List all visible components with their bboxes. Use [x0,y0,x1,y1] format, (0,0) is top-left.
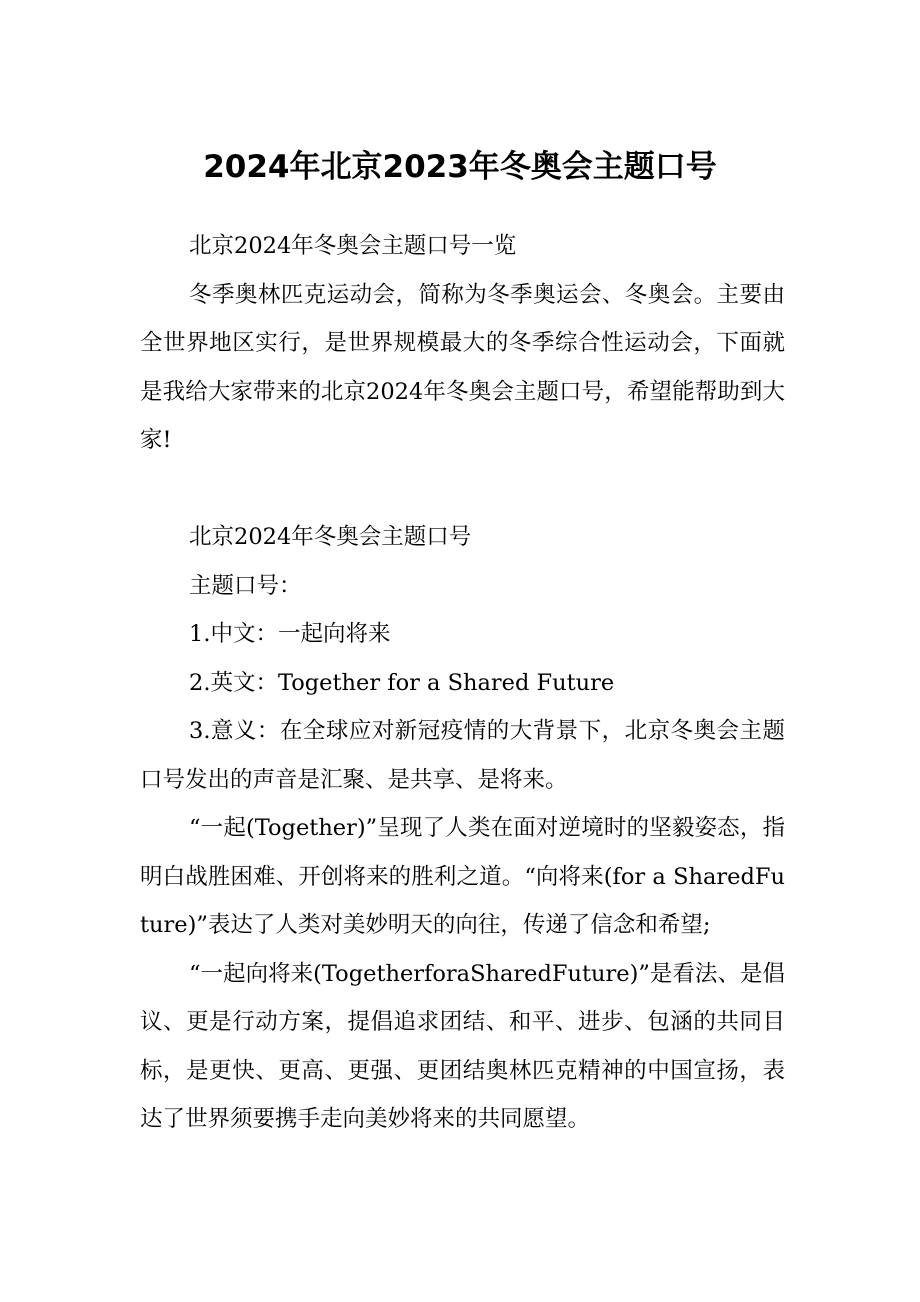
paragraph-list-heading: 北京2024年冬奥会主题口号一览 [189,233,517,259]
paragraph-section-heading: 北京2024年冬奥会主题口号 [189,524,472,550]
paragraph-slogan-meaning: 3.意义：在全球应对新冠疫情的大背景下，北京冬奥会主题口号发出的声音是汇聚、是共享、是将来。 [140,718,785,793]
paragraph-slogan-label: 主题口号： [189,572,302,599]
paragraph-intro: 冬季奥林匹克运动会，简称为冬季奥运会、冬奥会。主要由全世界地区实行，是世界规模最大的冬季综合性运动会，下面就是我给大家带来的北京2024年冬奥会主题口号，希望能帮助到大家! [140,281,785,453]
paragraph-blank [140,465,785,514]
paragraph-slogan-chinese: 1.中文：一起向将来 [189,621,391,647]
document-body [140,222,785,1144]
document-title: 2024年北京2023年冬奥会主题口号 [203,149,717,185]
paragraph-together-explanation: “一起(Together)”呈现了人类在面对逆境时的坚毅姿态，指明白战胜困难、开创将来的胜利之道。“向将来(for a SharedFuture)”表达了人类对美妙明天的向往，传递了信念和希望; [140,815,785,938]
paragraph-slogan-summary: “一起向将来(TogetherforaSharedFuture)”是看法、是倡议、更是行动方案，提倡追求团结、和平、进步、包涵的共同目标，是更快、更高、更强、更团结奥林匹克精神的中国宣扬，表达了世界须要携手走向美妙将来的共同愿望。 [140,960,785,1132]
paragraph-slogan-english: 2.英文：Together for a Shared Future [189,669,615,696]
